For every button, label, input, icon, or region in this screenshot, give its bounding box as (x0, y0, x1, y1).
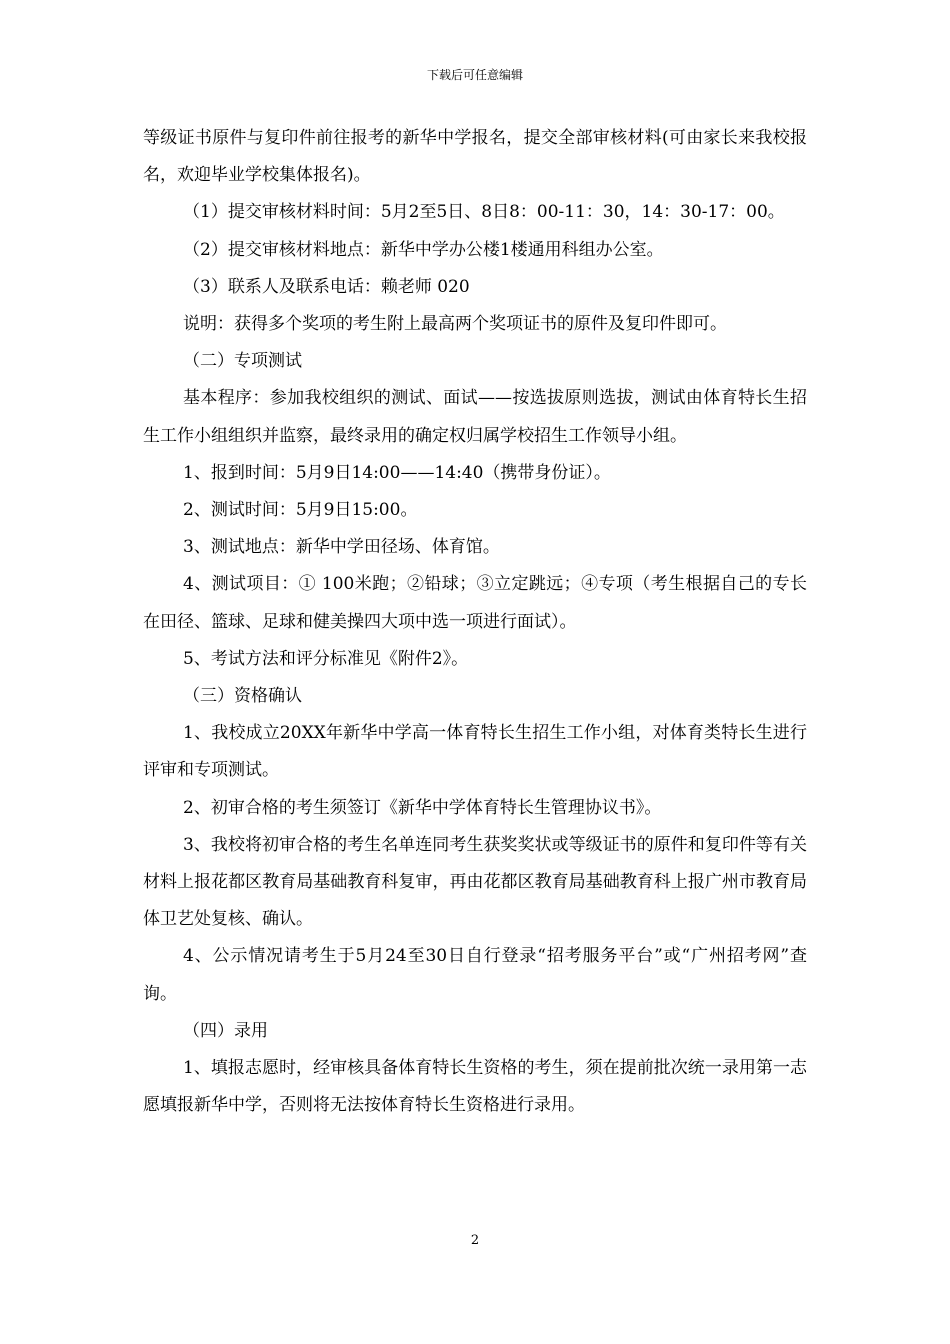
paragraph-16: 3、我校将初审合格的考生名单连同考生获奖奖状或等级证书的原件和复印件等有关材料上报花都区教育局基础教育科复审，再由花都区教育局基础教育科上报广州市教育局体卫艺处复核、确认。 (143, 834, 807, 930)
page-header: 下载后可任意编辑 (426, 68, 523, 82)
section-heading-2: （二）专项测试 (183, 351, 302, 372)
paragraph-4: （3）联系人及联系电话：赖老师 020 (183, 276, 470, 297)
paragraph-5: 说明：获得多个奖项的考生附上最高两个奖项证书的原件及复印件即可。 (183, 314, 727, 335)
page-number: 2 (470, 1233, 480, 1248)
paragraph-8: 1、报到时间：5月9日14:00——14:40（携带身份证）。 (183, 462, 611, 483)
paragraph-15: 2、初审合格的考生须签订《新华中学体育特长生管理协议书》。 (183, 797, 662, 818)
paragraph-19: 1、填报志愿时，经审核具备体育特长生资格的考生，须在提前批次统一录用第一志愿填报新华中学，否则将无法按体育特长生资格进行录用。 (143, 1058, 807, 1116)
document-body (143, 120, 807, 1124)
paragraph-9: 2、测试时间：5月9日15:00。 (183, 500, 418, 521)
paragraph-14: 1、我校成立20XX年新华中学高一体育特长生招生工作小组，对体育类特长生进行评审和专项测试。 (143, 723, 807, 781)
paragraph-3: （2）提交审核材料地点：新华中学办公楼1楼通用科组办公室。 (183, 239, 664, 260)
paragraph-1: 等级证书原件与复印件前往报考的新华中学报名，提交全部审核材料(可由家长来我校报名，欢迎毕业学校集体报名)。 (143, 128, 807, 186)
paragraph-17: 4、公示情况请考生于5月24至30日自行登录“招考服务平台”或“广州招考网”查询。 (143, 946, 807, 1004)
section-heading-4: （四）录用 (183, 1020, 268, 1041)
section-heading-3: （三）资格确认 (183, 686, 302, 707)
paragraph-7: 基本程序：参加我校组织的测试、面试——按选拔原则选拔，测试由体育特长生招生工作小组组织并监察，最终录用的确定权归属学校招生工作领导小组。 (143, 388, 807, 446)
paragraph-12: 5、考试方法和评分标准见《附件2》。 (183, 648, 469, 669)
paragraph-11: 4、测试项目：① 100米跑；②铅球；③立定跳远；④专项（考生根据自己的专长在田径、篮球、足球和健美操四大项中选一项进行面试）。 (143, 574, 807, 632)
paragraph-2: （1）提交审核材料时间：5月2至5日、8日8：00-11：30，14：30-17：00。 (183, 202, 785, 223)
paragraph-10: 3、测试地点：新华中学田径场、体育馆。 (183, 537, 500, 558)
